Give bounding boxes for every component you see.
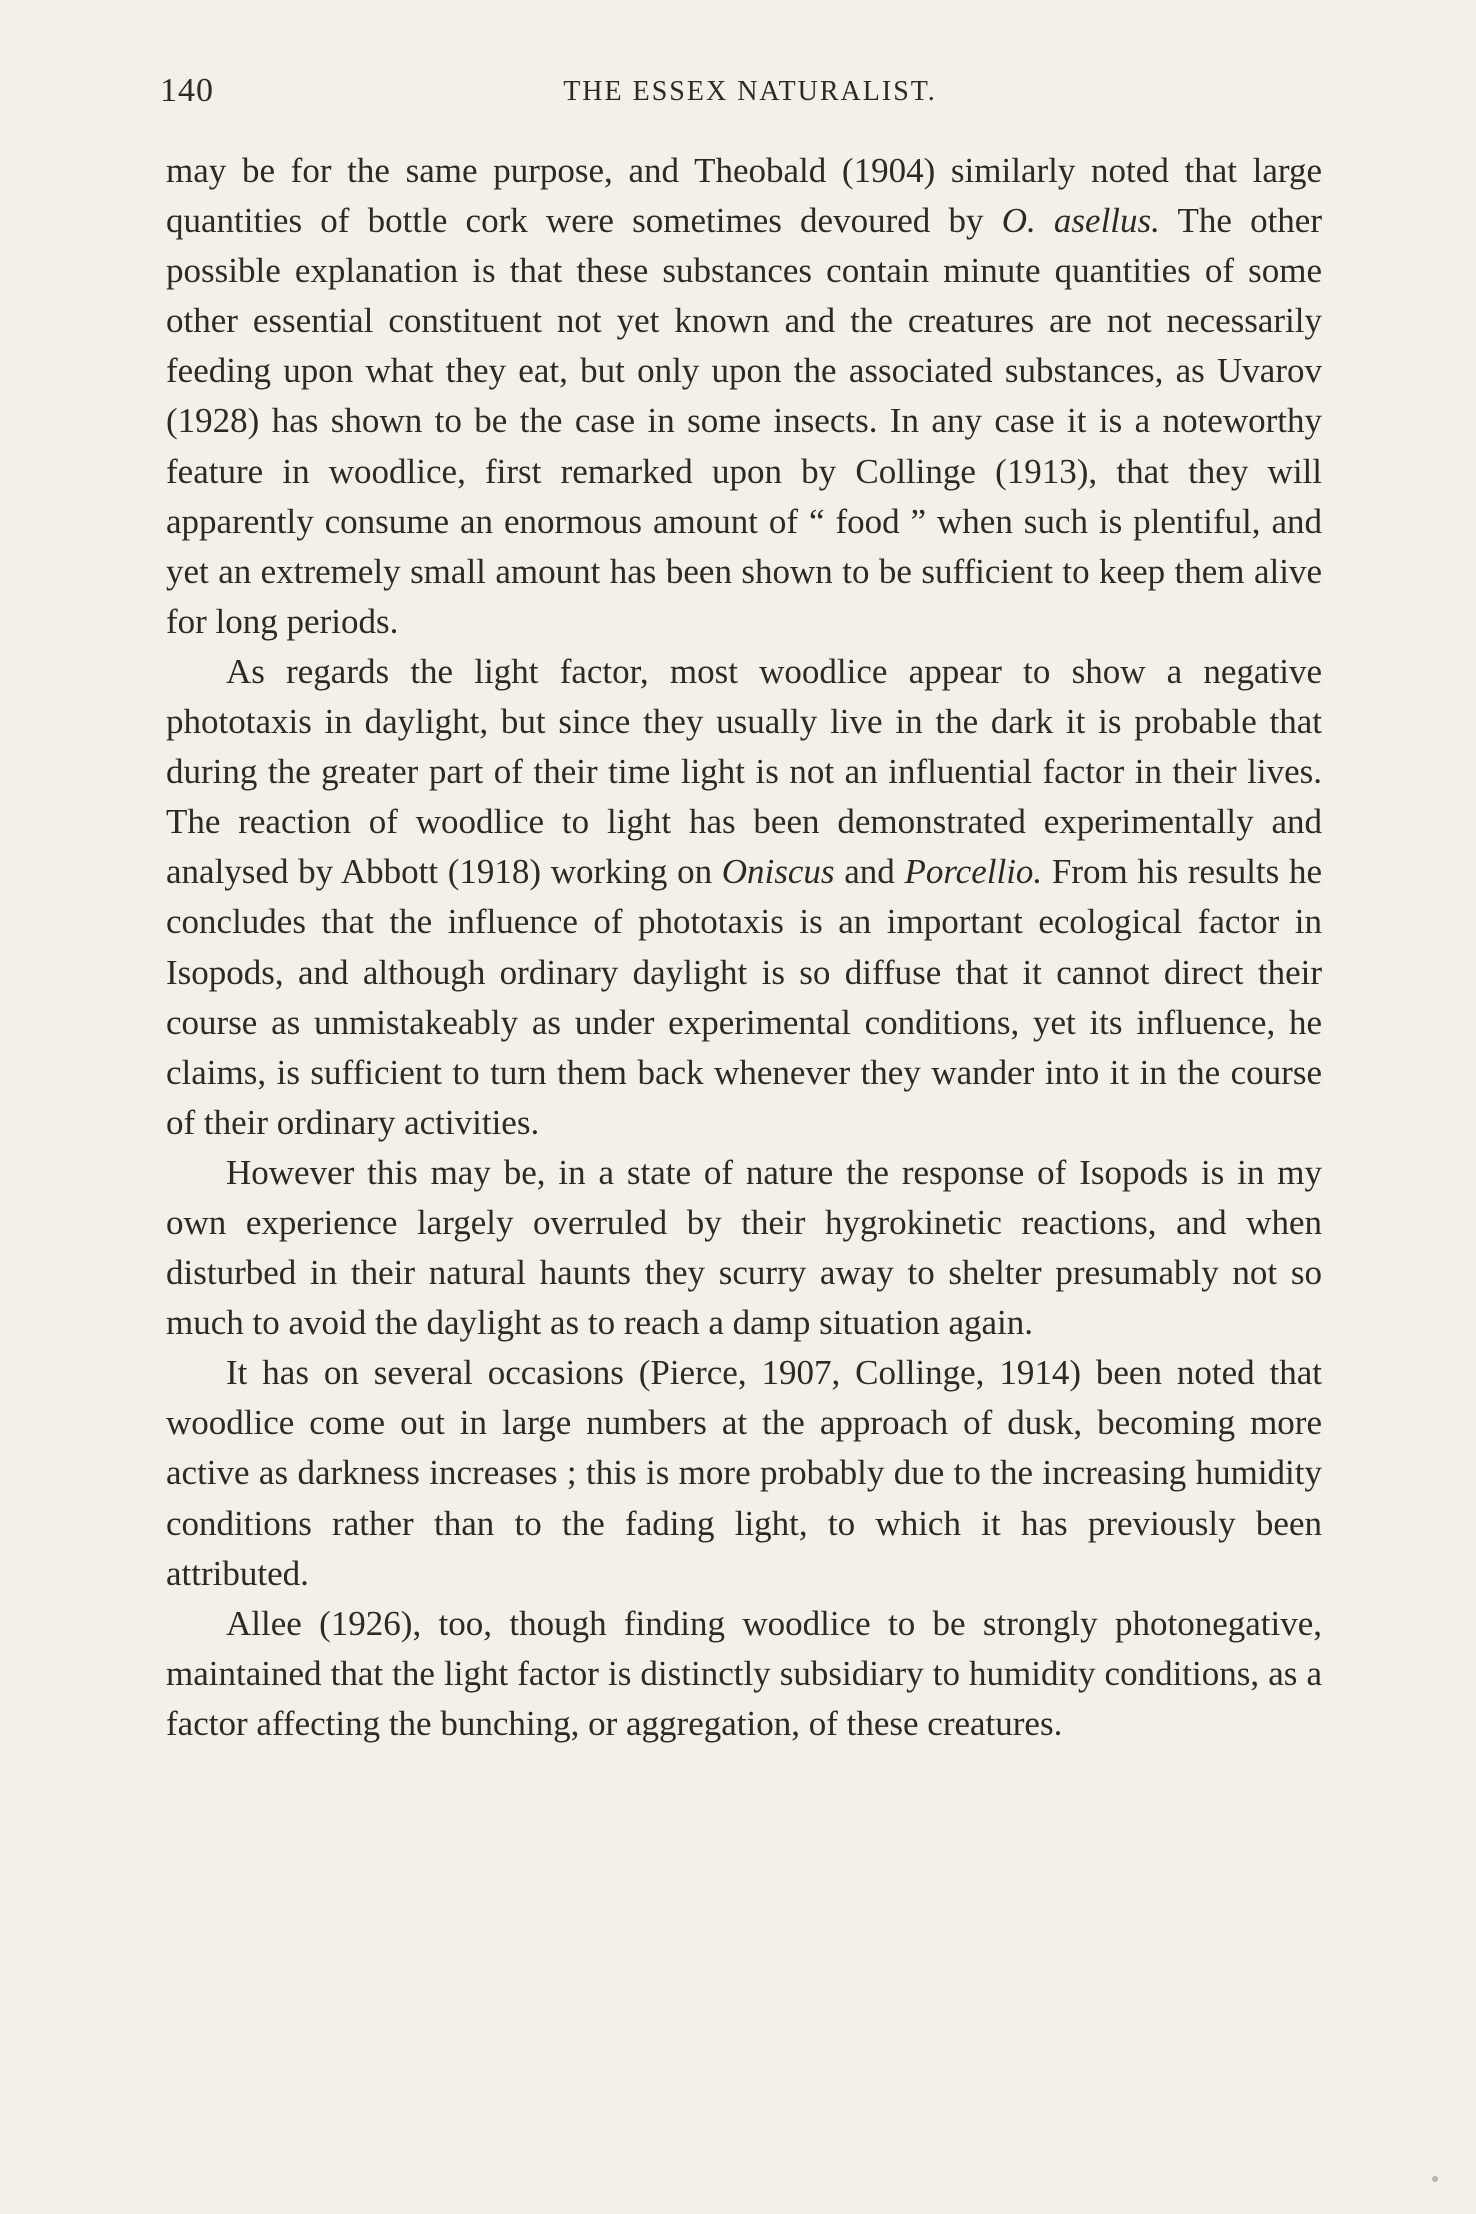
- running-title: THE ESSEX NATURALIST.: [563, 76, 937, 107]
- genus-name-oniscus: Oniscus: [721, 852, 835, 892]
- genus-name-porcellio: Porcellio.: [904, 852, 1043, 892]
- paragraph-3: [166, 1148, 1322, 1348]
- body-text: [166, 146, 1322, 1749]
- paragraph-2-text-b: and: [834, 852, 905, 892]
- paragraph-2: [166, 647, 1322, 1148]
- paragraph-5: [166, 1599, 1322, 1749]
- paragraph-4-text: It has on several occasions (Pierce, 1907, Collinge, 1914) been noted that woodlice come out in large numbers at the approach of dusk, becoming more active as darkness increases ; this is more probably due to the increasing humidity conditions rather than to the fading light, to which it has previously been attributed.: [166, 1353, 1322, 1593]
- paragraph-2-text-c: From his results he concludes that the influence of phototaxis is an important ecological factor in Isopods, and although ordinary daylight is so diffuse that it cannot direct their course as unmistakeably as under experimental conditions, yet its influence, he claims, is sufficient to turn them back whenever they wander into it in the course of their ordinary activities.: [166, 852, 1322, 1142]
- paragraph-3-text: However this may be, in a state of nature the response of Isopods is in my own experience largely overruled by their hygrokinetic reactions, and when disturbed in their natural haunts they scurry away to shelter presumably not so much to avoid the daylight as to reach a damp situation again.: [166, 1152, 1322, 1343]
- page-number: 140: [160, 72, 214, 109]
- paragraph-5-text: Allee (1926), too, though finding woodlice to be strongly photonegative, maintained that the light factor is distinctly subsidiary to humidity conditions, as a factor affecting the bunching, or aggregation, of these creatures.: [166, 1603, 1322, 1743]
- paragraph-2-text-a: As regards the light factor, most woodlice appear to show a negative phototaxis in daylight, but since they usually live in the dark it is probable that during the greater part of their time light is not an influential factor in their lives. The reaction of woodlice to light has been demonstrated experimentally and analysed by Abbott (1918) working on: [166, 651, 1322, 892]
- paragraph-1: [166, 146, 1322, 647]
- running-head: [160, 72, 1320, 112]
- paragraph-1-text-b: The other possible explanation is that these substances contain minute quantities of some other essential constituent not yet known and the creatures are not necessarily feeding upon what they eat, but only upon the associated substances, as Uvarov (1928) has shown to be the case in some insects. In any case it is a noteworthy feature in woodlice, first remarked upon by Collinge (1913), that they will apparently consume an enormous amount of “ food ” when such is plentiful, and yet an extremely small amount has been shown to be sufficient to keep them alive for long periods.: [166, 201, 1322, 641]
- species-name-o-asellus: O. asellus.: [1001, 201, 1160, 241]
- paragraph-1-text-a: may be for the same purpose, and Theobald (1904) similarly noted that large quantities of bottle cork were sometimes devoured by: [166, 151, 1322, 241]
- paragraph-4: [166, 1348, 1322, 1598]
- paper-speck: [1432, 2176, 1438, 2182]
